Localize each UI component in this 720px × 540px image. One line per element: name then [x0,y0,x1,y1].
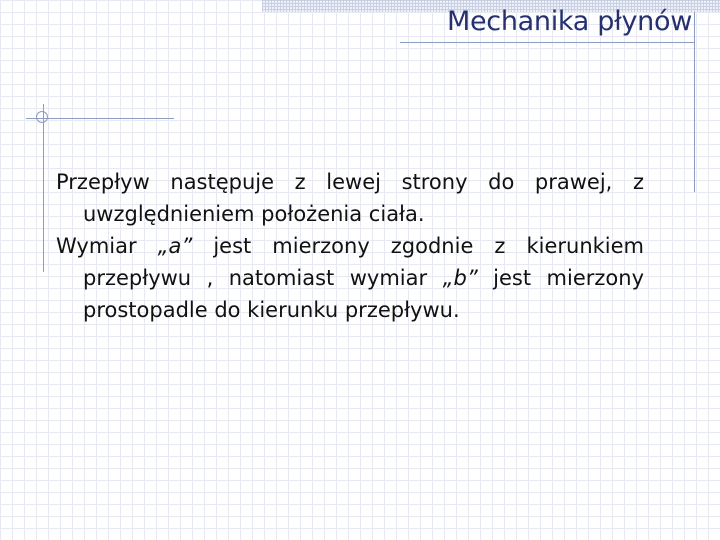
dimension-b-label: „b” [442,266,478,290]
slide-title: Mechanika płynów [446,6,692,37]
paragraph-dimensions-end: jest mierzony prostopadle do kierunku przepływu. [83,266,644,322]
left-vertical-rule [43,104,44,272]
paragraph-dimensions [56,230,644,326]
paragraph-flow-direction: Przepływ następuje z lewej strony do prawej, z uwzględnieniem położenia ciała. [56,170,644,226]
title-underline [400,42,694,43]
paragraph-dimensions-start: Wymiar [56,234,158,258]
slide-body [56,166,644,326]
left-horizontal-rule [26,118,174,119]
dimension-a-label: „a” [157,234,193,258]
paragraph-dimensions-middle: jest mierzony zgodnie z kierunkiem przepływu , natomiast wymiar [83,234,644,290]
circle-ornament-icon [36,111,48,123]
right-divider [694,12,695,192]
